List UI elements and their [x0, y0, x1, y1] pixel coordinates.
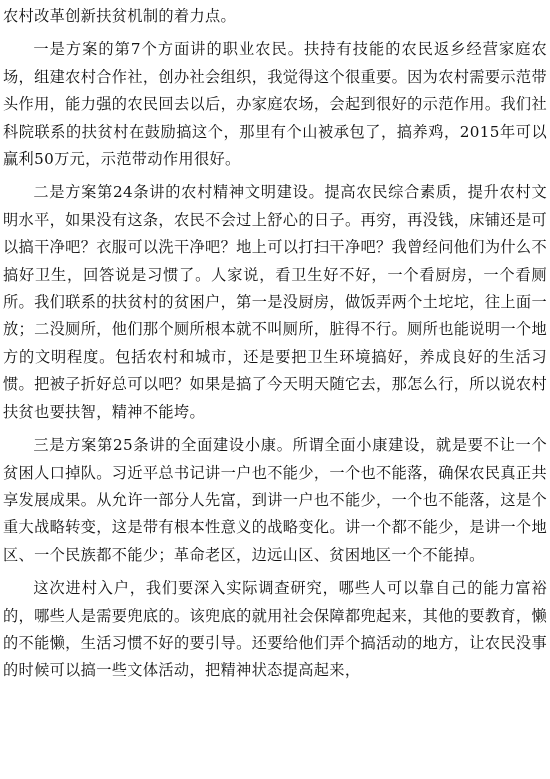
- paragraph-continued: 农村改革创新扶贫机制的着力点。: [3, 7, 237, 25]
- paragraph-professional-farmers: 一是方案的第7个方面讲的职业农民。扶持有技能的农民返乡经营家庭农场，组建农村合作社，创办社会组织，我觉得这个很重要。因为农村需要示范带头作用，能力强的农民回去以后，办家庭农场，会起到很好的示范作用。我们社科院联系的扶贫村在鼓励搞这个，那里有个山被承包了，搞养鸡，2015年可以赢利50万元，示范带动作用很好。: [3, 40, 547, 169]
- document-page: [3, 3, 547, 685]
- paragraph-spiritual-civilization: 二是方案第24条讲的农村精神文明建设。提高农民综合素质，提升农村文明水平，如果没有这条，农民不会过上舒心的日子。再穷，再没钱，床铺还是可以搞干净吧？衣服可以洗干净吧？地上可以打扫干净吧？我曾经问他们为什么不搞好卫生，回答说是习惯了。人家说，看卫生好不好，一个看厨房，一个看厕所。我们联系的扶贫村的贫困户，第一是没厨房，做饭弄两个土坨坨，往上面一放；二没厕所，他们那个厕所根本就不叫厕所，脏得不行。厕所也能说明一个地方的文明程度。包括农村和城市，还是要把卫生环境搞好，养成良好的生活习惯。把被子折好总可以吧？如果是搞了今天明天随它去，那怎么行，所以说农村扶贫也要扶智，精神不能垮。: [3, 183, 547, 421]
- paragraph-moderately-prosperous: 三是方案第25条讲的全面建设小康。所谓全面小康建设，就是要不让一个贫困人口掉队。习近平总书记讲一户也不能少，一个也不能落，确保农民真正共享发展成果。从允许一部分人先富，到讲一户也不能少，一个也不能落，这是个重大战略转变，这是带有根本性意义的战略变化。讲一个都不能少，是讲一个地区、一个民族都不能少；革命老区，边远山区、贫困地区一个不能掉。: [3, 436, 547, 564]
- paragraph-village-visit: 这次进村入户，我们要深入实际调查研究，哪些人可以靠自己的能力富裕的，哪些人是需要兜底的。该兜底的就用社会保障都兜起来，其他的要教育，懒的不能懒，生活习惯不好的要引导。还要给他们弄个搞活动的地方，让农民没事的时候可以搞一些文体活动，把精神状态提高起来，: [3, 579, 547, 680]
